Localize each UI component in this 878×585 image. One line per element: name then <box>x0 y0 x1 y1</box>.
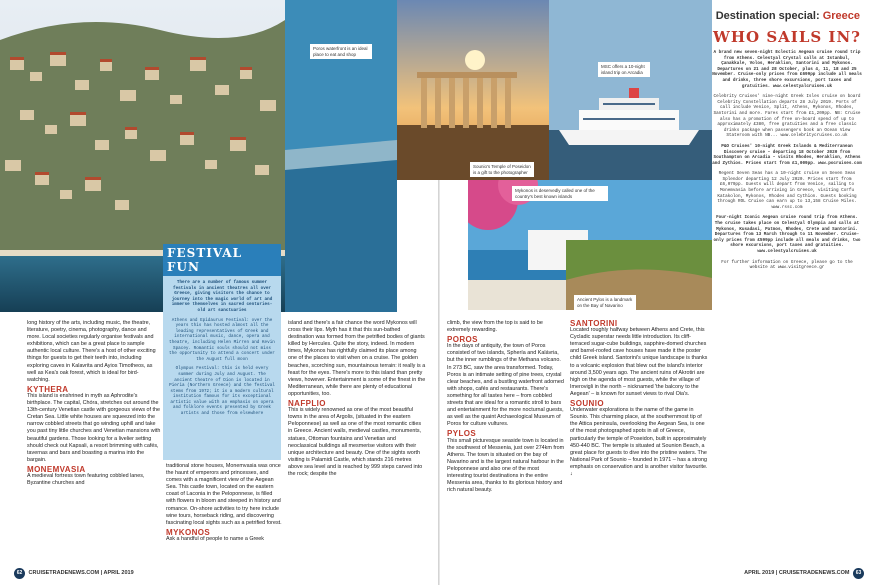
festival-intro: There are a number of famous summer festivals in ancient theatres all over Greece, giving visitors the chance to journey into the magic world of art and immerse themselves in sacred centuries-old art sanctuaries <box>171 280 273 313</box>
column-1 <box>27 320 161 487</box>
column-4 <box>447 320 565 494</box>
col3-nafplio: This is widely renowned as one of the most beautiful towns in the area of Argolis, (situated in the eastern Peloponnese) as well as one of the most romantic cities in Greece. Ancient walls, medieval castles, monuments, statues, Ottoman fountains and Venetian and neoclassical buildings all mesmerise visitors with their unique architecture and beauty. One of the sights worth visiting is Palamidi Castle, which stands 216 metres above sea level and is reached by 999 steps carved into the rock; despite the <box>288 407 423 477</box>
footer-left-text: CRUISETRADENEWS.COM | APRIL 2019 <box>28 570 134 576</box>
heading-kythera: KYTHERA <box>27 384 69 394</box>
caption-sounion: Sounio's Temple of Poseidon is a gift to the photographer <box>470 162 534 177</box>
festival-athens: Athens and Epidaurus Festival: over the years this has hosted almost all the leading representatives of Greek and international music, dance, opera and theatre, including Helen Mirren and Kevin Spacey. Romantic souls should not miss the opportunity to attend a concert under the August full moon <box>169 317 275 362</box>
column-5 <box>570 320 708 478</box>
col1-intro: long history of the arts, including music, the theatre, literature, poetry, cinema, photography, dance and more. Local societies regularly organise festivals and exhibitions, which can be a great place to sample authentic local culture. There's a host of other exciting things for guests to get their teeth into, including exploring caves in Kalavrita and Ayios Timotheos, as well as Kea's oak forest, which is ideal for bird-watching. <box>27 320 156 383</box>
festival-olympus: Olympus Festival: this is held every summer during July and August. The ancient theatre of Dion is located in Pieria (Northern Greece) and the festival stems from 1972; it is a modern cultural institution famous for its exceptional artistic value with an emphasis on opera and folklore events presented by Greek artists and those from elsewhere <box>169 366 275 417</box>
caption-msc: MSC offers a 10-night island trip on Arcadia <box>598 62 650 77</box>
heading-poros: POROS <box>447 335 478 345</box>
col5-santorini: Located roughly halfway between Athens and Crete, this Cycladic superstar needs little introduction. Its cliff-terraced sugar-cube buildings, sapphire-domed churches and barrel-roofed cave houses have made it the poster child Greek island. Santorini's unique landscape is thanks to a volcanic explosion that blew out the island's interior around 3,500 years ago. The ancient ruins of Akrotiri are high on the agenda of most guests, while the village of Imerovigli in the north – nicknamed 'the balcony to the Aegean' – is known for sunset views to rival Oia's. <box>570 327 708 397</box>
col1-monemvasia: A medieval fortress town featuring cobbled lanes, Byzantine churches and <box>27 472 145 487</box>
sidebar-item: A brand new seven-night Eclectic Aegean cruise round trip from Athens. Celestyal Crystal calls at Istanbul, Çanakkale, Volos, Heraklion, Santorini and Mykonos. Departures on 21 and 28 October, plus 4, 11, 18 and 25 November. Cruise-only prices from £699pp include all meals and drinks, three shore excursions, port taxes and gratuities. www.celestyalcruises.uk <box>712 50 862 89</box>
col1-kythera: This island is enshrined in myth as Aphrodite's birthplace. The capital, Chóra, stretches out around the 13th-century Venetian castle with gorgeous views of the Cretan Sea. Little white houses are squeezed into the narrow cobbled streets that go winding uphill and take you past tiny little churches and Venetian mansions with beautiful gardens. Those looking for a livelier setting should check out Kapsali, a resort brimming with cafés, tavernas and bars and boasting a marina into the bargain. <box>27 392 161 463</box>
header-title: Greece <box>822 10 860 22</box>
col4-intro: climb, the view from the top is said to be extremely rewarding. <box>447 320 543 334</box>
heading-sounio: SOUNIO <box>570 399 604 409</box>
heading-santorini: SANTORINI <box>570 319 618 328</box>
heading-mykonos: MYKONOS <box>166 527 211 537</box>
col5-sounio: Underwater explorations is the name of the game in Sounio. This charming place, at the southernmost tip of the Attica peninsula, overlooking the Aegean Sea, is one of the most photographed spots in all of Greece, particularly the temple of Poseidon, built in approximately 450-440 BC. The temple is situated at Sounion Beach, a great place for guests to dive into the pristine waters. The National Park of Sounio – founded in 1971 – has a strong emphasis on conservation and is another visitor favourite. ↓ <box>570 407 708 477</box>
footer-right <box>744 568 864 579</box>
arcadia-ship-photo <box>549 0 712 180</box>
heading-nafplio: NAFPLIO <box>288 399 326 409</box>
sidebar-item: P&O Cruises' 10-night Greek Islands & Mediterranean Discovery cruise – departing 18 October 2020 from Southampton on Arcadia – visits Rhodes, Heraklion, Athens and Zythios. Prices start from £1,009pp. www.pocruises.com <box>712 143 862 166</box>
sidebar-item: Regent Seven Seas has a 10-night cruise on Seven Seas Splendor departing 12 July 2020. Prices start from £6,079pp. Guests will depart from Venice, sailing to Monemvasia before arriving in Greece, visiting Corfu Katakolon, Mykonos, Rhodes and Cythion. Guests booking through ROL Cruise can earn up to 13,158 Cruise Miles. www.rssc.com <box>717 171 857 210</box>
page-number-left: 62 <box>14 568 25 579</box>
col2-text: traditional stone houses, Monemvasia was once the haunt of emperors and princesses, and comes with a magnificent view of the Aegean Sea. This castle town, located on the eastern coast of Laconia in the Peloponnese, is filled with flowers in bloom and steeped in history and romance. On-shore activities to try here include wine tours, horseback riding, and discovering fascinating local sights such as a petrified forest. <box>166 463 282 526</box>
column-2 <box>166 463 282 543</box>
col3-text: island and there's a fair chance the word Mykonos will cross their lips. Myth has it that this sun-bathed destination was formed from the petrified bodies of giants killed by Hercules. Quite the story, indeed. In modern times, Mykonos has rightfully claimed its place among one of the places to visit when on a cruise. The golden beaches, scorching sun, mountainous terrain: it really is a feast for the eyes. There's more to this island than pretty views, however. Entertainment is some of the finest in the Mediterranean, while there are plenty of educational opportunities, too. <box>288 320 426 397</box>
header-prefix: Destination special: <box>715 10 820 22</box>
page-header <box>716 10 860 22</box>
sidebar-title: WHO SAILS IN? <box>713 28 861 46</box>
footer-right-text: APRIL 2019 | CRUISETRADENEWS.COM <box>744 570 850 576</box>
sidebar-item: For further information on Greece, please go to the website at www.visitgreece.gr <box>721 259 853 271</box>
festival-fun-box <box>163 244 281 460</box>
footer-left <box>14 568 134 579</box>
sidebar-item: Four-night Iconic Aegean cruise round trip from Athens. The cruise takes place on Celestyal Olympia and calls at Mykonos, Kusadasi, Patmos, Rhodes, Crete and Santorini. Departures from 13 March through to 11 November. Cruise-only prices from £599pp include all meals and drinks, two shore excursions, port taxes and gratuities. www.celestyalcruises.uk <box>713 215 861 254</box>
heading-pylos: PYLOS <box>447 429 477 439</box>
col4-pylos: This small picturesque seaside town is located in the southwest of Messenia, just over 274km from Athens. The town is situated on the bay of Navarino and is the largest natural harbour in the Peloponnese and also one of the most interesting tourist destinations in the entire Messenia area, thanks to its glorious history and rich natural beauty. <box>447 437 565 494</box>
caption-pylos: Ancient Pylos is a landmark on the Bay of Navarino <box>574 295 636 310</box>
heading-monemvasia: MONEMVASIA <box>27 464 86 474</box>
caption-poros: Poros waterfront is an ideal place to eat and shop <box>310 44 372 59</box>
caption-mykonos: Mykonos is deservedly called one of the country's best known islands <box>512 186 608 201</box>
col2-mykonos: Ask a handful of people to name a Greek <box>166 535 264 542</box>
sounion-temple-photo <box>397 0 549 180</box>
festival-title: FESTIVAL FUN <box>163 244 281 276</box>
page-number-right: 63 <box>853 568 864 579</box>
column-3 <box>288 320 426 478</box>
sidebar-item: Celebrity Cruises' nine-night Greek Isles cruise on board Celebrity Constellation departs 28 July 2019. Ports of call include Venice, Split, Athens, Mykonos, Rhodes, Santorini and more. Fares start from £1,209pp. NB: Cruise also has a promotion of free on-board spend of up to approximately £380, free gratuities and a free classic drinks package when passengers book an Ocean View Stateroom with NB... www.celebritycruises.co.uk <box>713 94 861 139</box>
who-sails-in-sidebar <box>712 30 862 560</box>
col4-poros: In the days of antiquity, the town of Poros consisted of two islands, Sphería and Kalávria, but the inner rumblings of the Methana volcano. In 273 BC, saw the area transformed. Today, Poros is an intimate setting of pine trees, crystal clear beaches, and a bustling waterfront adorned with shops, cafés and restaurants. There's something for all tastes here – from cobbled streets that are ideal for a romantic stroll to bars and entertainment for the more nocturnal guests, as well as the quaint Archaeological Museum of Poros for culture vultures. <box>447 343 564 428</box>
